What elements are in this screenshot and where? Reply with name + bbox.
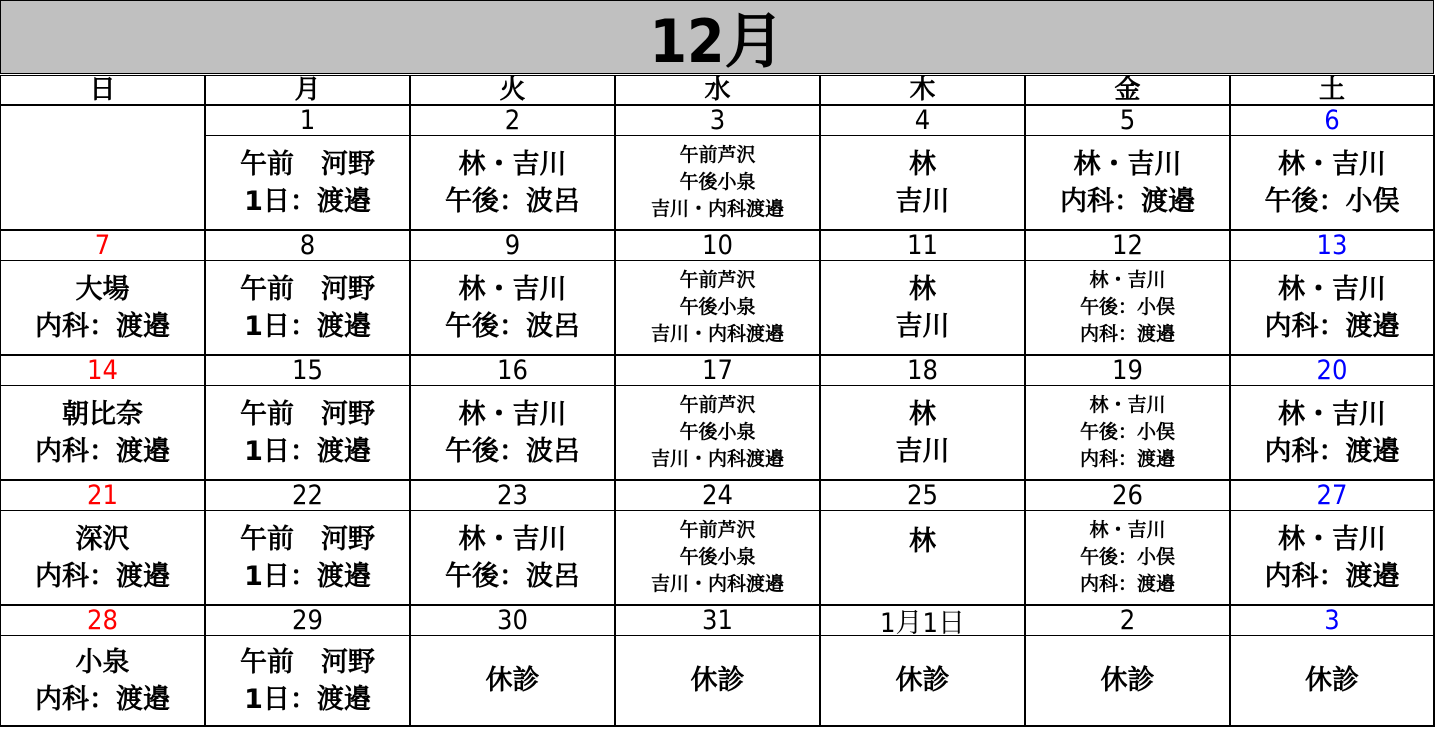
- schedule-line: 小泉: [75, 646, 130, 678]
- day-number: 18: [821, 356, 1026, 386]
- day-schedule: [206, 136, 411, 231]
- day-number: 15: [206, 356, 411, 386]
- day-number: 6: [1231, 106, 1435, 136]
- day-schedule: [821, 636, 1026, 727]
- schedule-line: 午後：小俣: [1079, 421, 1175, 443]
- day-schedule: [411, 511, 616, 606]
- day-number: 2: [1026, 606, 1231, 636]
- day-number: 5: [1026, 106, 1231, 136]
- schedule-line: 林・吉川: [1278, 398, 1386, 430]
- schedule-line: 林・吉川: [1278, 273, 1386, 305]
- schedule-line: 1日：渡邉: [244, 683, 371, 715]
- schedule-line: 1日：渡邉: [244, 560, 371, 592]
- schedule-line: 内科：渡邉: [35, 435, 170, 467]
- month-title: 12月: [0, 0, 1434, 74]
- schedule-line: 林・吉川: [1089, 519, 1166, 541]
- day-number: 22: [206, 481, 411, 511]
- weekday-header: 木: [821, 76, 1026, 106]
- schedule-line: 林・吉川: [1278, 148, 1386, 180]
- schedule-line: 林・吉川: [1278, 523, 1386, 555]
- schedule-line: 林・吉川: [458, 398, 567, 430]
- schedule-line: 内科：渡邉: [1079, 448, 1175, 470]
- schedule-line: 午前 河野: [240, 646, 375, 678]
- schedule-line: 午前 河野: [240, 148, 375, 180]
- day-schedule: [1026, 386, 1231, 481]
- day-schedule: [1231, 636, 1435, 727]
- schedule-line: 休診: [895, 665, 950, 696]
- day-number: 31: [616, 606, 821, 636]
- day-schedule: [1, 261, 206, 356]
- day-schedule: [206, 511, 411, 606]
- schedule-line: 内科：渡邉: [1264, 310, 1400, 342]
- schedule-line: 午後：波呂: [445, 435, 580, 467]
- day-number: 1: [206, 106, 411, 136]
- schedule-line: 午前 河野: [240, 523, 375, 555]
- day-schedule: [821, 136, 1026, 231]
- day-schedule: [206, 636, 411, 727]
- day-schedule: [411, 636, 616, 727]
- schedule-line: 林・吉川: [458, 523, 567, 555]
- day-schedule: [411, 386, 616, 481]
- schedule-line: 午前 河野: [240, 273, 375, 305]
- day-schedule: [1026, 261, 1231, 356]
- day-number: 11: [821, 231, 1026, 261]
- day-schedule: [616, 511, 821, 606]
- weekday-header: 金: [1026, 76, 1231, 106]
- schedule-line: 休診: [1305, 665, 1359, 696]
- schedule-line: 林: [909, 148, 936, 180]
- day-schedule: [1026, 511, 1231, 606]
- schedule-line: 午後：小俣: [1079, 296, 1175, 318]
- schedule-line: 午前 河野: [240, 398, 375, 430]
- schedule-line: 吉川・内科渡邉: [650, 573, 784, 595]
- schedule-line: 内科：渡邉: [1079, 323, 1175, 345]
- schedule-line: 休診: [690, 665, 745, 696]
- schedule-line: 休診: [485, 665, 540, 696]
- schedule-line: 吉川・内科渡邉: [650, 323, 784, 345]
- day-schedule: [616, 636, 821, 727]
- schedule-line: 午後：小俣: [1079, 546, 1175, 568]
- day-number: 10: [616, 231, 821, 261]
- schedule-line: 1日：渡邉: [244, 435, 371, 467]
- day-schedule: [1231, 511, 1435, 606]
- day-schedule: [821, 386, 1026, 481]
- day-schedule: [206, 261, 411, 356]
- day-schedule: [1026, 636, 1231, 727]
- schedule-line: 内科：渡邉: [1264, 435, 1400, 467]
- schedule-line: 朝比奈: [62, 398, 143, 430]
- schedule-line: 午後小泉: [679, 171, 756, 193]
- schedule-line: 内科：渡邉: [35, 560, 170, 592]
- weekday-header: 日: [1, 76, 206, 106]
- day-number: 25: [821, 481, 1026, 511]
- day-number: 14: [1, 356, 206, 386]
- schedule-line: 林: [909, 398, 936, 430]
- weekday-header: 土: [1231, 76, 1435, 106]
- day-schedule: [1231, 386, 1435, 481]
- day-schedule: [1026, 136, 1231, 231]
- day-schedule: [1, 511, 206, 606]
- schedule-line: 吉川: [895, 185, 950, 217]
- schedule-line: 吉川: [895, 310, 950, 342]
- weekday-header: 月: [206, 76, 411, 106]
- schedule-line: 林・吉川: [1073, 148, 1182, 180]
- schedule-line: 林・吉川: [1089, 394, 1166, 416]
- day-number: 24: [616, 481, 821, 511]
- schedule-line: 午前芦沢: [679, 269, 756, 291]
- schedule-line: 吉川・内科渡邉: [650, 448, 784, 470]
- day-number: 23: [411, 481, 616, 511]
- schedule-line: 内科：渡邉: [1060, 185, 1195, 217]
- schedule-line: 吉川・内科渡邉: [650, 198, 784, 220]
- day-number: 30: [411, 606, 616, 636]
- day-number: 28: [1, 606, 206, 636]
- weekday-header: 火: [411, 76, 616, 106]
- day-number: 13: [1231, 231, 1435, 261]
- day-schedule: [1, 136, 206, 231]
- day-schedule: [206, 386, 411, 481]
- schedule-line: 休診: [1100, 665, 1155, 696]
- schedule-line: 大場: [75, 273, 130, 305]
- day-schedule: [616, 261, 821, 356]
- day-number: 9: [411, 231, 616, 261]
- day-number: 17: [616, 356, 821, 386]
- schedule-line: 1日：渡邉: [244, 185, 371, 217]
- day-number: 3: [616, 106, 821, 136]
- schedule-line: 内科：渡邉: [1079, 573, 1175, 595]
- schedule-line: 午前芦沢: [679, 519, 756, 541]
- schedule-line: 午後小泉: [679, 546, 756, 568]
- weekday-header: 水: [616, 76, 821, 106]
- schedule-line: 吉川: [895, 435, 950, 467]
- schedule-line: 林: [909, 273, 936, 305]
- day-number: 3: [1231, 606, 1435, 636]
- schedule-line: 午後：波呂: [445, 185, 580, 217]
- schedule-line: 午後小泉: [679, 421, 756, 443]
- schedule-line: 1日：渡邉: [244, 310, 371, 342]
- schedule-line: 午後：小俣: [1264, 185, 1400, 217]
- day-number: 19: [1026, 356, 1231, 386]
- schedule-line: 深沢: [75, 523, 130, 555]
- day-schedule: [1231, 261, 1435, 356]
- day-number: 21: [1, 481, 206, 511]
- day-number: 4: [821, 106, 1026, 136]
- day-number: 8: [206, 231, 411, 261]
- day-number: 16: [411, 356, 616, 386]
- day-number: 27: [1231, 481, 1435, 511]
- day-schedule: [821, 511, 1026, 606]
- day-schedule: [821, 261, 1026, 356]
- schedule-line: 内科：渡邉: [35, 683, 170, 715]
- day-number: 7: [1, 231, 206, 261]
- day-number: 1月1日: [821, 606, 1026, 636]
- day-schedule: [1, 636, 206, 727]
- day-schedule: [411, 261, 616, 356]
- schedule-line: 午前芦沢: [679, 144, 756, 166]
- day-schedule: [616, 386, 821, 481]
- schedule-line: 林・吉川: [458, 148, 567, 180]
- day-schedule: [616, 136, 821, 231]
- day-number: 29: [206, 606, 411, 636]
- schedule-line: 林: [909, 526, 936, 557]
- schedule-line: 午後小泉: [679, 296, 756, 318]
- day-schedule: [411, 136, 616, 231]
- schedule-line: 内科：渡邉: [1264, 560, 1400, 592]
- day-schedule: [1231, 136, 1435, 231]
- day-number: 20: [1231, 356, 1435, 386]
- schedule-line: 林・吉川: [1089, 269, 1166, 291]
- day-number: [1, 106, 206, 136]
- schedule-line: 午後：波呂: [445, 310, 580, 342]
- schedule-line: 林・吉川: [458, 273, 567, 305]
- day-number: 26: [1026, 481, 1231, 511]
- schedule-line: 午前芦沢: [679, 394, 756, 416]
- day-number: 12: [1026, 231, 1231, 261]
- schedule-line: 午後：波呂: [445, 560, 580, 592]
- calendar-grid: [0, 75, 1435, 727]
- schedule-line: 内科：渡邉: [35, 310, 170, 342]
- day-number: 2: [411, 106, 616, 136]
- day-schedule: [1, 386, 206, 481]
